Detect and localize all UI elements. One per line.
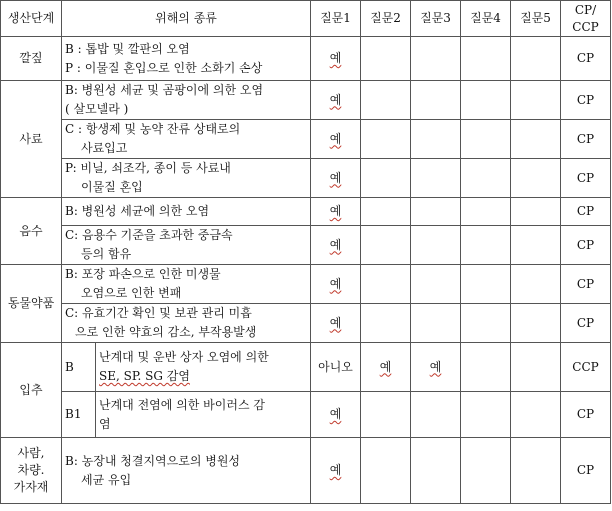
stage-people-vehicles: 사람, 차량. 가자재 <box>1 438 62 504</box>
cp-cell: CP <box>561 198 611 226</box>
q3-cell <box>411 159 461 198</box>
header-q3: 질문3 <box>411 1 461 37</box>
q5-cell <box>511 265 561 304</box>
table-header-row <box>1 1 611 37</box>
header-cp-line2: CCP <box>572 19 599 34</box>
q2-cell: 예 <box>361 343 411 392</box>
q2-cell <box>361 392 411 438</box>
q2-cell <box>361 159 411 198</box>
hazard-cell: B: 병원성 세균 및 곰팡이에 의한 오염 ( 살모넬라 ) <box>62 81 311 120</box>
table-row <box>1 81 611 120</box>
q3-cell <box>411 392 461 438</box>
hazard-cell: B: 농장내 청결지역으로의 병원성 세균 유입 <box>62 438 311 504</box>
table-row <box>1 198 611 226</box>
hazard-code-cell: B1 <box>62 392 96 438</box>
cp-cell: CP <box>561 265 611 304</box>
q5-cell <box>511 81 561 120</box>
q4-cell <box>461 81 511 120</box>
header-q4: 질문4 <box>461 1 511 37</box>
hazard-desc-cell: 난계대 전염에 의한 바이러스 감 염 <box>96 392 311 438</box>
q4-cell <box>461 265 511 304</box>
q5-cell <box>511 120 561 159</box>
stage-entry: 입추 <box>1 343 62 438</box>
q3-cell <box>411 226 461 265</box>
q1-cell: 예 <box>311 265 361 304</box>
hazard-cell: P: 비닐, 쇠조각, 종이 등 사료내 이물질 혼입 <box>62 159 311 198</box>
q1-cell: 예 <box>311 37 361 81</box>
hazard-cell: C: 음용수 기준을 초과한 중금속 등의 함유 <box>62 226 311 265</box>
header-q5: 질문5 <box>511 1 561 37</box>
table-row <box>1 37 611 81</box>
stage-bedding: 깔짚 <box>1 37 62 81</box>
q4-cell <box>461 198 511 226</box>
cp-cell: CP <box>561 304 611 343</box>
q1-cell: 아니오 <box>311 343 361 392</box>
header-stage: 생산단계 <box>1 1 62 37</box>
q2-cell <box>361 226 411 265</box>
hazard-cell: C : 항생제 및 농약 잔류 상태로의 사료입고 <box>62 120 311 159</box>
q3-cell <box>411 81 461 120</box>
header-cp-line1: CP/ <box>574 2 597 17</box>
stage-drug: 동물약품 <box>1 265 62 343</box>
hazard-cell: B: 병원성 세균에 의한 오염 <box>62 198 311 226</box>
q2-cell <box>361 198 411 226</box>
q4-cell <box>461 438 511 504</box>
q5-cell <box>511 343 561 392</box>
q4-cell <box>461 120 511 159</box>
table-row <box>1 438 611 504</box>
q5-cell <box>511 37 561 81</box>
table-row <box>1 226 611 265</box>
q5-cell <box>511 159 561 198</box>
hazard-cell: C: 유효기간 확인 및 보관 관리 미흡 으로 인한 약효의 감소, 부작용발생 <box>62 304 311 343</box>
q1-cell: 예 <box>311 438 361 504</box>
header-q1: 질문1 <box>311 1 361 37</box>
stage-feed: 사료 <box>1 81 62 198</box>
q1-cell: 예 <box>311 226 361 265</box>
header-q2: 질문2 <box>361 1 411 37</box>
q3-cell: 예 <box>411 343 461 392</box>
table-row <box>1 392 611 438</box>
q4-cell <box>461 392 511 438</box>
q1-cell: 예 <box>311 392 361 438</box>
q4-cell <box>461 159 511 198</box>
cp-cell: CCP <box>561 343 611 392</box>
cp-cell: CP <box>561 159 611 198</box>
hazard-cell: B : 톱밥 및 깔판의 오염 P : 이물질 혼입으로 인한 소화기 손상 <box>62 37 311 81</box>
cp-cell: CP <box>561 438 611 504</box>
cp-cell: CP <box>561 37 611 81</box>
q2-cell <box>361 304 411 343</box>
q1-cell: 예 <box>311 120 361 159</box>
q3-cell <box>411 438 461 504</box>
q4-cell <box>461 343 511 392</box>
cp-cell: CP <box>561 226 611 265</box>
q2-cell <box>361 37 411 81</box>
hazard-code-cell: B <box>62 343 96 392</box>
q4-cell <box>461 37 511 81</box>
q5-cell <box>511 304 561 343</box>
table-row <box>1 159 611 198</box>
q1-cell: 예 <box>311 159 361 198</box>
q3-cell <box>411 304 461 343</box>
q5-cell <box>511 438 561 504</box>
q1-cell: 예 <box>311 198 361 226</box>
header-cp <box>561 1 611 37</box>
q3-cell <box>411 37 461 81</box>
q2-cell <box>361 438 411 504</box>
table-row <box>1 120 611 159</box>
q2-cell <box>361 120 411 159</box>
q5-cell <box>511 392 561 438</box>
q3-cell <box>411 198 461 226</box>
q2-cell <box>361 265 411 304</box>
q3-cell <box>411 120 461 159</box>
cp-cell: CP <box>561 81 611 120</box>
table-row <box>1 265 611 304</box>
hazard-desc-cell: 난계대 및 운반 상자 오염에 의한 SE, SP. SG 감염 <box>96 343 311 392</box>
table-row <box>1 304 611 343</box>
cp-cell: CP <box>561 392 611 438</box>
table-row <box>1 343 611 392</box>
q3-cell <box>411 265 461 304</box>
q2-cell <box>361 81 411 120</box>
q5-cell <box>511 198 561 226</box>
q4-cell <box>461 226 511 265</box>
q5-cell <box>511 226 561 265</box>
q4-cell <box>461 304 511 343</box>
header-hazard: 위해의 종류 <box>62 1 311 37</box>
cp-cell: CP <box>561 120 611 159</box>
stage-water: 음수 <box>1 198 62 265</box>
q1-cell: 예 <box>311 81 361 120</box>
q1-cell: 예 <box>311 304 361 343</box>
hazard-cell: B: 포장 파손으로 인한 미생물 오염으로 인한 변패 <box>62 265 311 304</box>
